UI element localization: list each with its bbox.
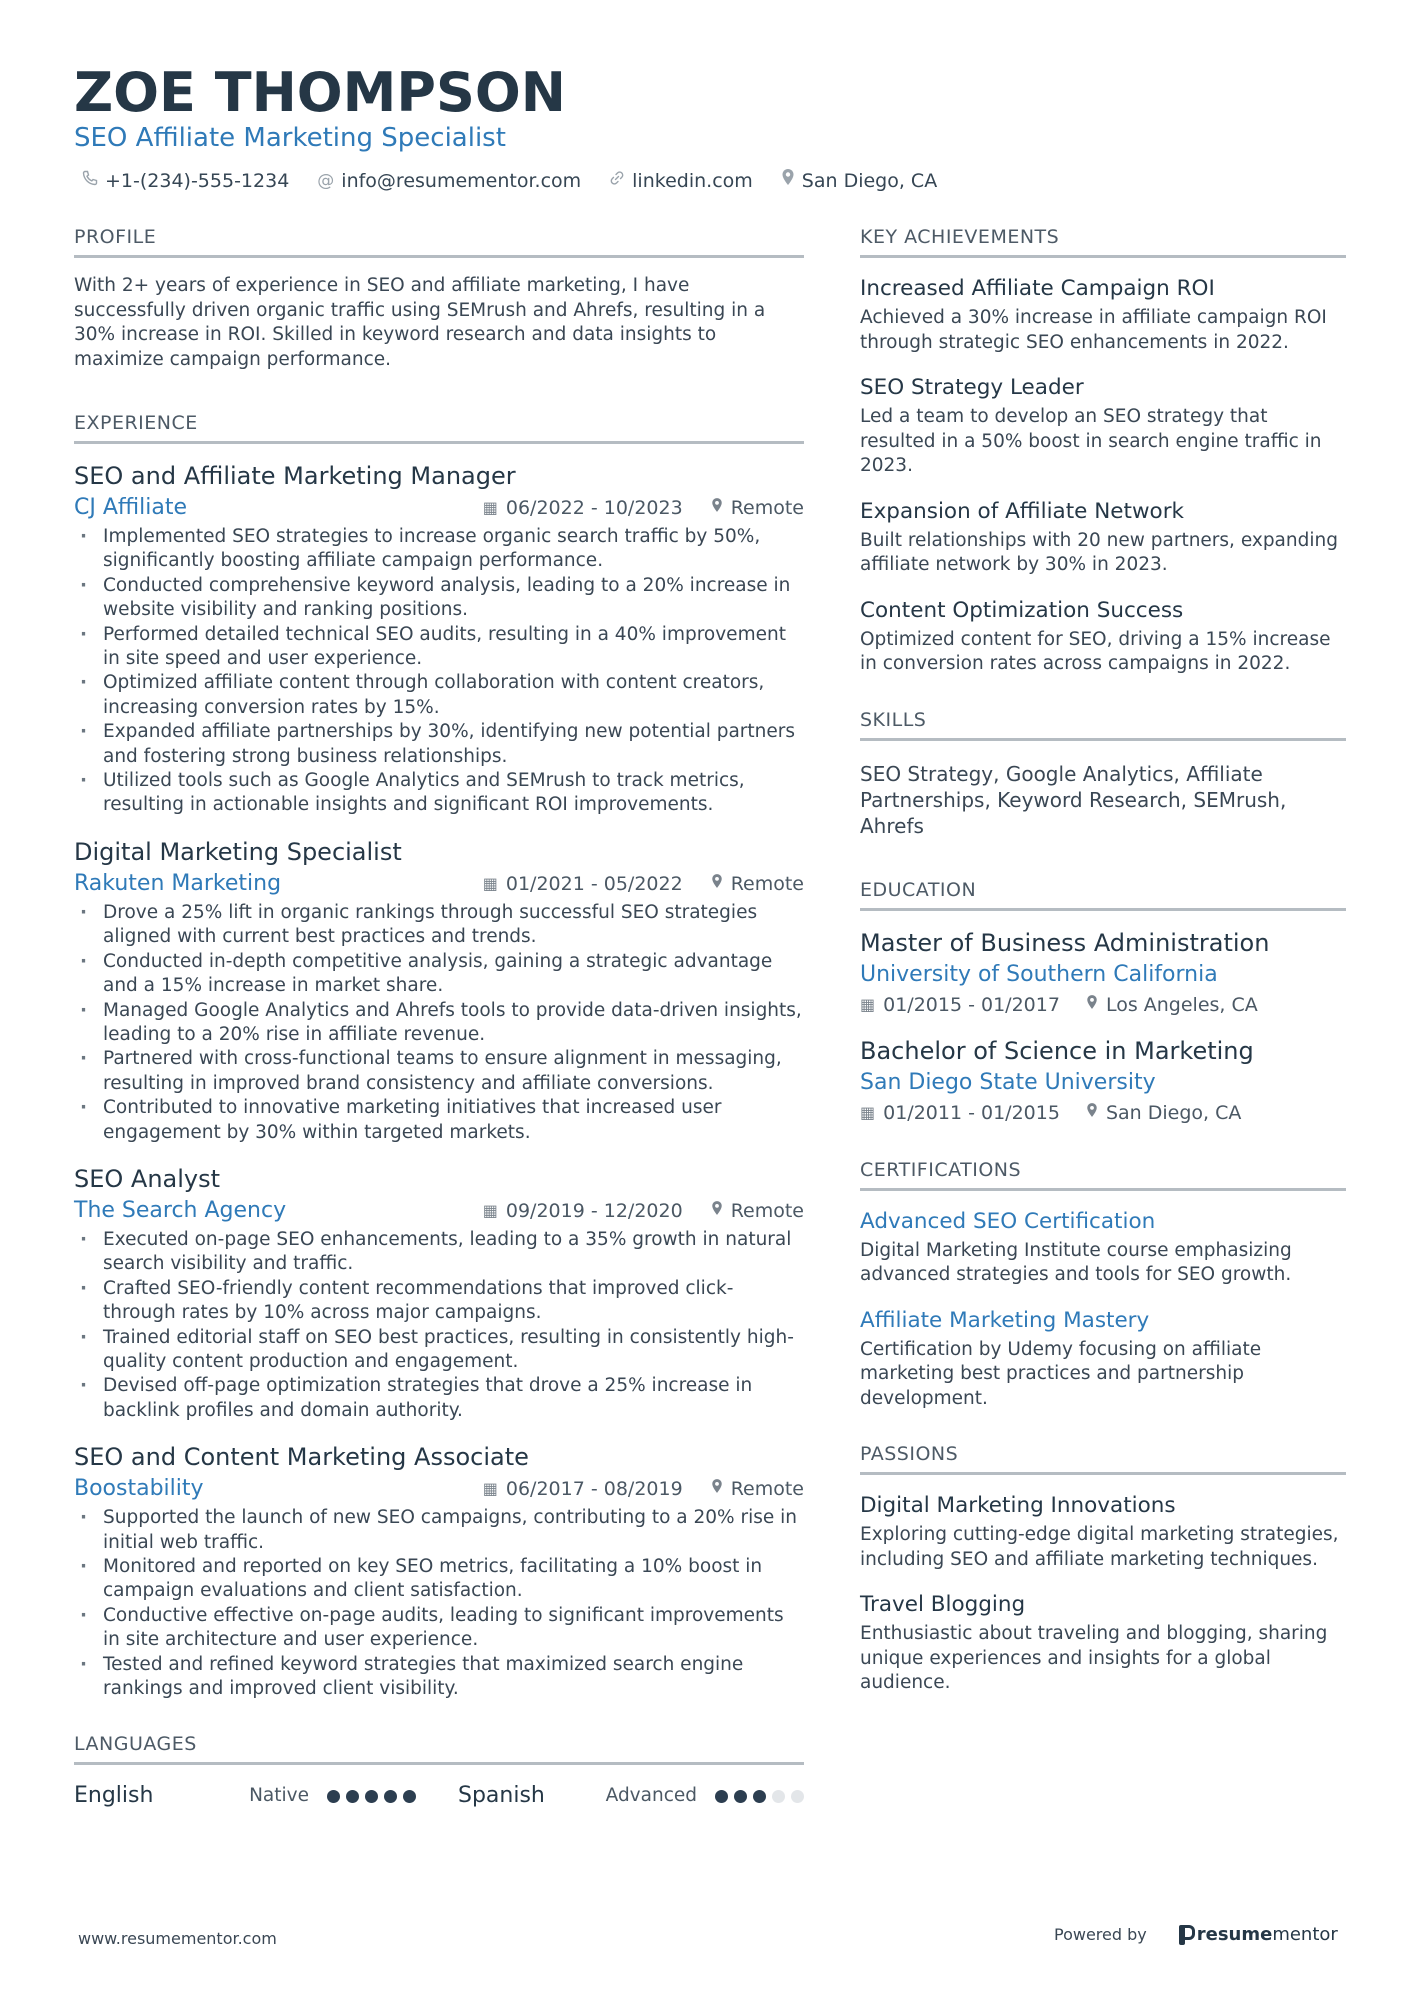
list-item: · Trained editorial staff on SEO best practices, resulting in consistently high-quality content production and engagement.: [74, 1326, 804, 1375]
job-location-text: Remote: [730, 497, 804, 519]
list-item: · Implemented SEO strategies to increase organic search traffic by 50%, significantly boosting affiliate campaign performance.: [74, 525, 804, 574]
passion-title: Digital Marketing Innovations: [860, 1493, 1176, 1518]
job-dates-text: 09/2019 - 12/2020: [505, 1199, 683, 1222]
job-meta-details: [483, 493, 804, 523]
certification-text: Certification by Udemy focusing on affiliate marketing best practices and partnership development.: [860, 1338, 1262, 1409]
rating-dot-filled: [734, 1790, 747, 1803]
education-location: [1086, 991, 1258, 1019]
passion-item: [860, 1491, 1346, 1572]
location-icon: [711, 493, 723, 523]
section-title: EDUCATION: [860, 877, 1346, 911]
job-dates: [483, 1474, 683, 1504]
education-location: [1086, 1099, 1241, 1127]
job-location: [711, 493, 804, 523]
job-location: [711, 1474, 804, 1504]
achievement-item: [860, 596, 1346, 677]
job-dates: [483, 869, 683, 899]
degree-title: Master of Business Administration: [860, 928, 1270, 957]
section-title: LANGUAGES: [74, 1731, 804, 1765]
passions-section: [860, 1441, 1346, 1696]
contact-linkedin: [609, 168, 753, 194]
education-item: [860, 1035, 1346, 1127]
list-item: · Conductive effective on-page audits, leading to significant improvements in site architecture and user experience.: [74, 1604, 804, 1653]
footer-branding: [1054, 1924, 1338, 1945]
achievement-title: SEO Strategy Leader: [860, 375, 1084, 400]
achievement-text: Optimized content for SEO, driving a 15% increase in conversion rates across campaigns in 2022.: [860, 628, 1331, 674]
achievement-text: Led a team to develop an SEO strategy that resulted in a 50% boost in search engine traffic in 2023.: [860, 406, 1322, 476]
job-bullets: [74, 1506, 804, 1701]
job-meta: [74, 493, 804, 523]
rating-dot-filled: [327, 1790, 340, 1803]
language-rating: [715, 1790, 804, 1803]
job-dates-text: 01/2021 - 05/2022: [505, 872, 683, 895]
list-item: · Contributed to innovative marketing initiatives that increased user engagement by 30% within targeted markets.: [74, 1096, 804, 1145]
link-icon: [609, 168, 625, 194]
candidate-name: ZOE THOMPSON: [74, 61, 566, 124]
job-meta-details: [483, 1474, 804, 1504]
languages-row: [74, 1781, 804, 1811]
calendar-icon: ▦: [482, 1200, 498, 1220]
at-icon: @: [317, 171, 335, 191]
list-item: · Expanded affiliate partnerships by 30%, identifying new potential partners and fostering strong business relationships.: [74, 720, 804, 769]
company-name: Rakuten Marketing: [74, 870, 282, 896]
education-dates: [860, 1099, 1060, 1127]
brand-logo[interactable]: [1177, 1924, 1338, 1945]
rating-dot-empty: [772, 1790, 785, 1803]
achievement-title: Expansion of Affiliate Network: [860, 498, 1184, 524]
brand-bold: resume: [1196, 1924, 1273, 1945]
job-location-text: Remote: [730, 1199, 804, 1222]
achievement-item: [860, 373, 1346, 479]
contact-location-text: San Diego, CA: [801, 170, 938, 192]
rating-dot-filled: [365, 1790, 378, 1803]
right-column: [860, 224, 1346, 1734]
certification-title: Advanced SEO Certification: [860, 1208, 1156, 1234]
rating-dot-filled: [384, 1790, 397, 1803]
phone-icon: [82, 168, 98, 194]
achievement-item: [860, 497, 1346, 578]
list-item: · Supported the launch of new SEO campaigns, contributing to a 20% rise in initial web traffic.: [74, 1506, 804, 1555]
degree-title: Bachelor of Science in Marketing: [860, 1036, 1254, 1065]
brand-logo-icon: [1177, 1925, 1193, 1945]
job-location-text: Remote: [730, 1478, 804, 1501]
section-title: CERTIFICATIONS: [860, 1157, 1346, 1191]
language-name: English: [74, 1783, 154, 1809]
contact-email: [317, 168, 581, 194]
rating-dot-empty: [791, 1790, 804, 1803]
job-dates: [483, 1196, 683, 1226]
contact-phone-text: +1-(234)-555-1234: [105, 170, 290, 192]
certification-item: [860, 1306, 1346, 1412]
list-item: · Conducted comprehensive keyword analysis, leading to a 20% increase in website visibility and ranking positions.: [74, 574, 804, 623]
skills-text: SEO Strategy, Google Analytics, Affiliate Partnerships, Keyword Research, SEMrush, Ahrefs: [860, 761, 1287, 838]
profile-text: With 2+ years of experience in SEO and affiliate marketing, I have successfully driven organic traffic using SEMrush and Ahrefs, resulting in a 30% increase in ROI. Skilled in keyword research and data insights to maximize campaign performance.: [74, 275, 766, 370]
company-name: CJ Affiliate: [74, 495, 188, 520]
job-meta: [74, 869, 804, 899]
section-title: EXPERIENCE: [74, 410, 804, 444]
school-name: San Diego State University: [860, 1069, 1156, 1095]
passion-text: Enthusiastic about traveling and blogging, sharing unique experiences and insights for a global audience.: [860, 1623, 1328, 1693]
calendar-icon: ▦: [860, 1102, 876, 1122]
job-entry: [74, 836, 804, 1145]
list-item: · Tested and refined keyword strategies that maximized search engine rankings and improved client visibility.: [74, 1653, 804, 1702]
education-dates: [860, 991, 1060, 1019]
passion-item: [860, 1590, 1346, 1696]
calendar-icon: ▦: [482, 1479, 498, 1499]
education-meta: [860, 991, 1346, 1019]
rating-dot-filled: [753, 1790, 766, 1803]
location-icon: [711, 1474, 723, 1504]
education-item: [860, 927, 1346, 1019]
list-item: · Devised off-page optimization strategies that drove a 25% increase in backlink profiles and domain authority.: [74, 1374, 804, 1423]
job-meta-details: [483, 1196, 804, 1226]
list-item: · Utilized tools such as Google Analytics and SEMrush to track metrics, resulting in actionable insights and significant ROI improvements.: [74, 769, 804, 818]
brand-rest: mentor: [1272, 1924, 1338, 1945]
candidate-role: SEO Affiliate Marketing Specialist: [74, 123, 506, 153]
language-item: [74, 1781, 458, 1811]
job-title: SEO Analyst: [74, 1164, 221, 1193]
job-dates-text: 06/2022 - 10/2023: [505, 497, 683, 519]
rating-dot-filled: [346, 1790, 359, 1803]
achievement-text: Achieved a 30% increase in affiliate campaign ROI through strategic SEO enhancements in 2022.: [860, 307, 1327, 353]
job-bullets: [74, 1228, 804, 1423]
list-item: · Managed Google Analytics and Ahrefs tools to provide data-driven insights, leading to a 20% rise in affiliate revenue.: [74, 999, 804, 1048]
location-icon: [1086, 991, 1098, 1019]
language-item: [458, 1781, 804, 1811]
location-icon: [1086, 1099, 1098, 1127]
footer-website[interactable]: www.resumementor.com: [78, 1929, 277, 1948]
education-meta: [860, 1099, 1346, 1127]
calendar-icon: ▦: [860, 994, 876, 1014]
rating-dot-filled: [403, 1790, 416, 1803]
job-location: [711, 1196, 804, 1226]
list-item: · Conducted in-depth competitive analysis, gaining a strategic advantage and a 15% increase in market share.: [74, 950, 804, 999]
language-rating: [327, 1790, 416, 1803]
contact-location: [781, 168, 937, 194]
list-item: · Performed detailed technical SEO audits, resulting in a 40% improvement in site speed and user experience.: [74, 623, 804, 672]
list-item: · Drove a 25% lift in organic rankings through successful SEO strategies aligned with current best practices and trends.: [74, 901, 804, 950]
education-location-text: San Diego, CA: [1105, 1101, 1242, 1124]
job-bullets: [74, 525, 804, 818]
list-item: · Crafted SEO-friendly content recommendations that improved click-through rates by 10% across major campaigns.: [74, 1277, 804, 1326]
list-item: · Monitored and reported on key SEO metrics, facilitating a 10% boost in campaign evaluations and client satisfaction.: [74, 1555, 804, 1604]
education-section: [860, 877, 1346, 1127]
list-item: · Optimized affiliate content through collaboration with content creators, increasing conversion rates by 15%.: [74, 671, 804, 720]
language-name: Spanish: [458, 1783, 545, 1809]
location-icon: [711, 869, 723, 899]
list-item: · Executed on-page SEO enhancements, leading to a 35% growth in natural search visibility and traffic.: [74, 1228, 804, 1277]
languages-section: [74, 1731, 804, 1811]
job-entry: [74, 1163, 804, 1423]
contact-linkedin-text: linkedin.com: [632, 170, 753, 192]
passion-title: Travel Blogging: [860, 1592, 1026, 1617]
experience-section: [74, 410, 804, 1701]
passion-text: Exploring cutting-edge digital marketing strategies, including SEO and affiliate marketing techniques.: [860, 1524, 1339, 1570]
contact-email-text: info@resumementor.com: [341, 170, 582, 192]
contact-bar: [82, 168, 937, 194]
profile-section: [74, 224, 804, 372]
job-dates-text: 06/2017 - 08/2019: [505, 1478, 683, 1501]
language-level: Advanced: [605, 1785, 697, 1807]
section-title: SKILLS: [860, 707, 1346, 741]
section-title: PASSIONS: [860, 1441, 1346, 1475]
school-name: University of Southern California: [860, 961, 1218, 987]
skills-section: [860, 707, 1346, 839]
list-item: · Partnered with cross-functional teams to ensure alignment in messaging, resulting in improved brand consistency and affiliate conversions.: [74, 1047, 804, 1096]
achievements-section: [860, 224, 1346, 677]
education-location-text: Los Angeles, CA: [1105, 993, 1258, 1016]
left-column: [74, 224, 804, 1849]
job-entry: [74, 1441, 804, 1701]
location-icon: [711, 1196, 723, 1226]
achievement-text: Built relationships with 20 new partners, expanding affiliate network by 30% in 2023.: [860, 529, 1338, 575]
achievement-item: [860, 274, 1346, 355]
job-meta: [74, 1474, 804, 1504]
achievement-title: Content Optimization Success: [860, 597, 1184, 623]
job-meta: [74, 1196, 804, 1226]
section-title: KEY ACHIEVEMENTS: [860, 224, 1346, 258]
job-title: Digital Marketing Specialist: [74, 837, 402, 866]
job-entry: [74, 460, 804, 818]
achievement-title: Increased Affiliate Campaign ROI: [860, 276, 1215, 301]
job-location-text: Remote: [730, 872, 804, 895]
certification-title: Affiliate Marketing Mastery: [860, 1307, 1150, 1333]
certifications-section: [860, 1157, 1346, 1412]
rating-dot-filled: [715, 1790, 728, 1803]
certification-item: [860, 1207, 1346, 1288]
job-bullets: [74, 901, 804, 1145]
education-dates-text: 01/2011 - 01/2015: [883, 1101, 1060, 1124]
language-level: Native: [249, 1785, 309, 1807]
job-title: SEO and Affiliate Marketing Manager: [74, 462, 516, 490]
job-meta-details: [483, 869, 804, 899]
contact-phone: [82, 168, 289, 194]
powered-by-label: Powered by: [1054, 1925, 1147, 1944]
certification-text: Digital Marketing Institute course emphasizing advanced strategies and tools for SEO growth.: [860, 1239, 1292, 1285]
education-dates-text: 01/2015 - 01/2017: [883, 993, 1060, 1016]
company-name: The Search Agency: [74, 1197, 287, 1223]
calendar-icon: ▦: [482, 498, 498, 517]
location-icon: [781, 168, 795, 194]
job-dates: [483, 493, 683, 523]
job-title: SEO and Content Marketing Associate: [74, 1443, 529, 1472]
company-name: Boostability: [74, 1476, 204, 1502]
calendar-icon: ▦: [482, 873, 498, 893]
section-title: PROFILE: [74, 224, 804, 258]
job-location: [711, 869, 804, 899]
